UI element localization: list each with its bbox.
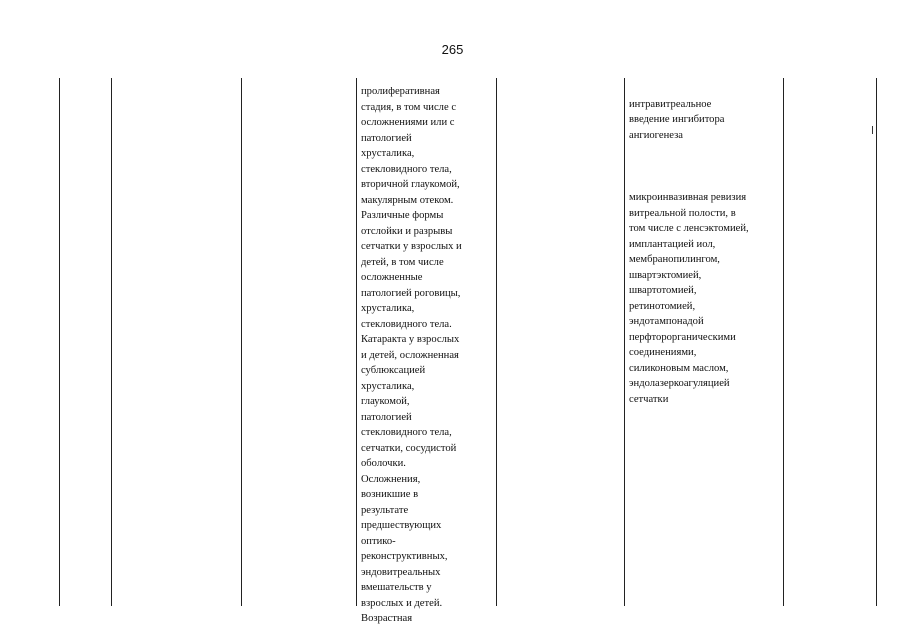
- treatment-paragraph-2: микроинвазивная ревизия витреальной полости, в том числе с ленсэктомией, имплантацией иол, мембранопилингом, швартэктомией, швартотомией, ретинотомией, эндотампонадой перфторорганическими соединениями, силиконовым маслом, эндолазеркоагуляцией сетчатки: [629, 192, 749, 405]
- column-rule-4: [356, 78, 357, 606]
- scan-mark: [872, 126, 873, 134]
- column-rule-1: [59, 78, 60, 606]
- diagnosis-cell: пролиферативная стадия, в том числе с осложнениями или с патологией хрусталика, стекловидного тела, вторичной глаукомой, макулярным отеком. Различные формы отслойки и разрывы сетчатки у взрослых и детей, в том числе осложненные патологией роговицы, хрусталика, стекловидного тела. Катаракта у взрослых и детей, осложненная сублюксацией хрусталика, глаукомой, патологией стекловидного тела, сетчатки, сосудистой оболочки. Осложнения, возникшие в результате предшествующих оптико- реконструктивных, эндовитреальных вмешательств у взрослых и детей. Возрастная: [361, 86, 462, 624]
- paragraph-gap: [629, 159, 783, 175]
- column-rule-8: [876, 78, 877, 606]
- column-rule-2: [111, 78, 112, 606]
- column-rule-3: [241, 78, 242, 606]
- column-rule-6: [624, 78, 625, 606]
- column-rule-5: [496, 78, 497, 606]
- page-number: 265: [441, 42, 464, 57]
- treatment-paragraph-1: интравитреальное введение ингибитора ангиогенеза: [629, 98, 725, 141]
- treatment-cell: [629, 81, 783, 423]
- column-rule-7: [783, 78, 784, 606]
